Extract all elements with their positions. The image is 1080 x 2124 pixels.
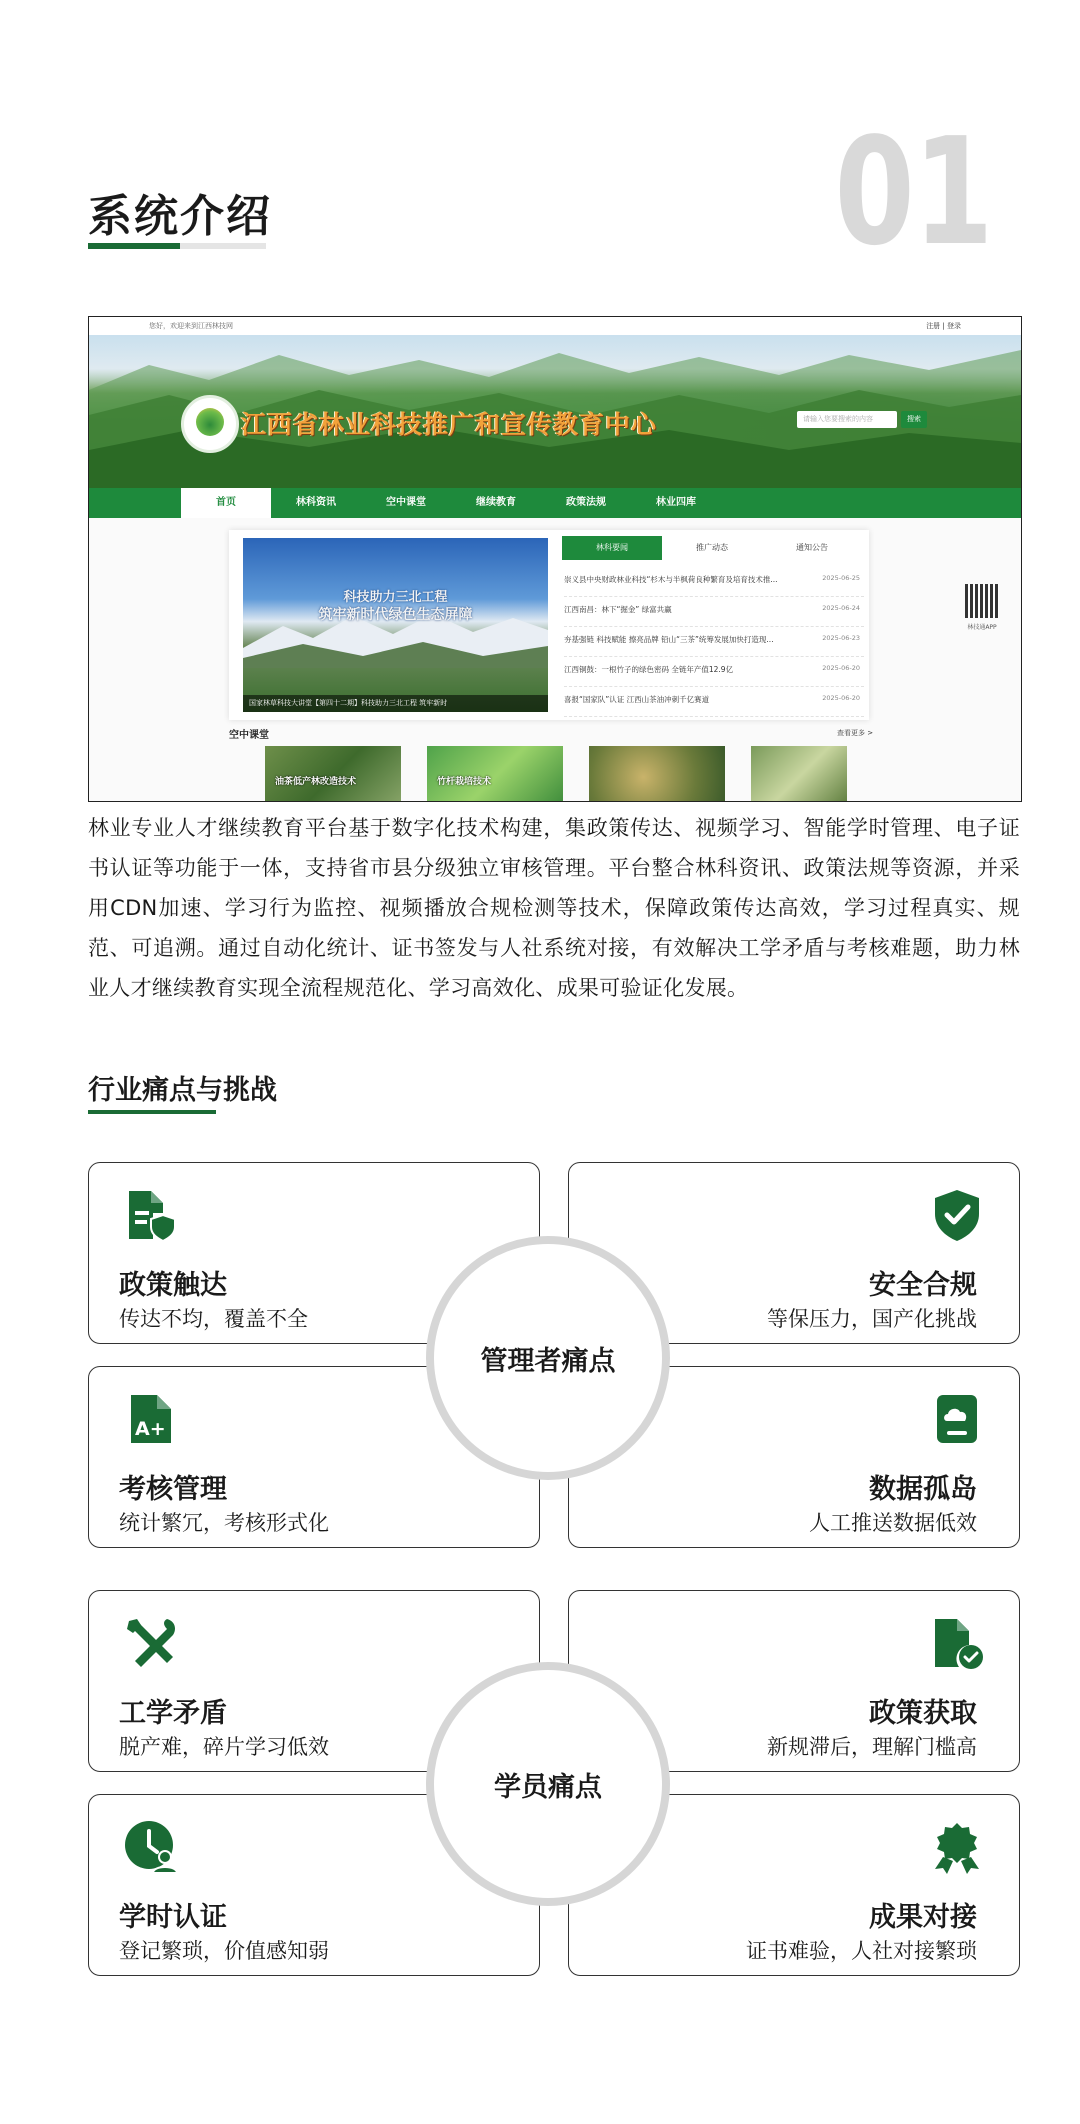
site-auth-links[interactable]: 注册 | 登录 (926, 322, 961, 330)
site-nav (89, 488, 1021, 518)
shield-check-icon (929, 1187, 985, 1243)
grade-document-icon (123, 1391, 179, 1447)
card-title: 成果对接 (869, 1902, 977, 1933)
tools-icon (123, 1615, 179, 1671)
card-subtitle: 人工推送数据低效 (809, 1511, 977, 1535)
section-title: 行业痛点与挑战 (88, 1075, 277, 1106)
news-row[interactable]: 崇义县中央财政林业科技“杉木与半枫荷良种繁育及培育技术推... 2025-06-25 (564, 566, 864, 597)
nav-item-policy[interactable]: 政策法规 (566, 497, 606, 508)
qr-label: 林技通APP (967, 624, 997, 631)
hero-title-2: 筑牢新时代绿色生态屏障 (318, 607, 473, 623)
tab-promotion[interactable]: 推广动态 (696, 543, 728, 552)
news-row[interactable]: 江西南昌：林下“掘金” 绿富共赢 2025-06-24 (564, 596, 864, 627)
hero-card (229, 530, 869, 720)
site-org-name: 江西省林业科技推广和宣传教育中心 (241, 410, 658, 439)
award-badge-icon (929, 1819, 985, 1875)
card-title: 学时认证 (119, 1902, 227, 1933)
site-search-button[interactable]: 搜索 (901, 411, 927, 428)
section-underline (88, 1110, 216, 1114)
card-title: 工学矛盾 (119, 1698, 227, 1729)
nav-item-air-class[interactable]: 空中课堂 (386, 497, 426, 508)
card-title: 政策获取 (869, 1698, 977, 1729)
card-subtitle: 脱产难，碎片学习低效 (119, 1735, 329, 1759)
site-welcome-text: 您好，欢迎来到江西林技网 (149, 322, 233, 330)
card-title: 政策触达 (119, 1270, 227, 1301)
news-row[interactable]: 喜报“国家队”认证 江西山茶油冲刺千亿赛道 2025-06-20 (564, 686, 864, 717)
card-subtitle: 统计繁冗，考核形式化 (119, 1511, 329, 1535)
card-title: 考核管理 (119, 1474, 227, 1505)
course-thumbnail[interactable] (751, 746, 847, 802)
card-title: 数据孤岛 (869, 1474, 977, 1505)
intro-description: 林业专业人才继续教育平台基于数字化技术构建，集政策传达、视频学习、智能学时管理、电子证书认证等功能于一体，支持省市县分级独立审核管理。平台整合林科资讯、政策法规等资源，并采用CDN加速、学习行为监控、视频播放合规检测等技术，保障政策传达高效，学习过程真实、规范、可追溯。通过自动化统计、证书签发与人社系统对接，有效解决工学矛盾与考核难题，助力林业人才继续教育实现全流程规范化、学习高效化、成果可验证化发展。 (88, 816, 1020, 1000)
tab-notices[interactable]: 通知公告 (796, 543, 828, 552)
site-banner (89, 335, 1021, 488)
qr-code-icon[interactable] (965, 584, 999, 618)
nav-item-education[interactable]: 继续教育 (476, 497, 516, 508)
hero-caption: 国家林草科技大讲堂【第四十二期】科技助力三北工程 筑牢新时 (243, 695, 548, 712)
hero-title-1: 科技助力三北工程 (343, 590, 448, 605)
tab-forestry-news[interactable]: 林科要闻 (562, 536, 662, 560)
news-row[interactable]: 江西铜鼓：一根竹子的绿色密码 全链年产值12.9亿 2025-06-20 (564, 656, 864, 687)
card-subtitle: 新规滞后，理解门槛高 (767, 1735, 977, 1759)
clock-user-icon (123, 1819, 179, 1875)
site-topbar (89, 317, 1021, 335)
nav-item-news[interactable]: 林科资讯 (296, 497, 336, 508)
hero-banner-image[interactable] (243, 538, 548, 712)
card-subtitle: 传达不均，覆盖不全 (119, 1307, 308, 1331)
nav-item-home[interactable]: 首页 (181, 488, 271, 518)
course-thumbnail[interactable] (589, 746, 725, 802)
svg-text:A+: A+ (135, 1418, 166, 1440)
card-subtitle: 证书难验，人社对接繁琐 (746, 1939, 977, 1963)
site-search-input[interactable]: 请输入您要搜索的内容 (797, 411, 897, 428)
news-row[interactable]: 夯基强链 科技赋能 擦亮品牌 铅山“三茶”统筹发展加快打造现... 2025-06-23 (564, 626, 864, 657)
site-content (89, 518, 1021, 801)
title-underline (88, 243, 266, 249)
cloud-device-icon (929, 1391, 985, 1447)
course-thumbnail[interactable]: 竹杆栽培技术 (427, 746, 563, 802)
air-class-heading: 空中课堂 (229, 730, 269, 741)
website-screenshot (88, 316, 1022, 802)
course-thumbnail[interactable]: 油茶低产林改造技术 (265, 746, 401, 802)
card-title: 安全合规 (869, 1270, 977, 1301)
site-logo[interactable] (181, 395, 239, 453)
nav-item-library[interactable]: 林业四库 (656, 497, 696, 508)
more-link[interactable]: 查看更多 > (837, 729, 874, 737)
manager-hub-circle: 管理者痛点 (426, 1236, 670, 1480)
document-shield-icon (123, 1187, 179, 1243)
document-check-icon (929, 1615, 985, 1671)
news-tabs (562, 536, 862, 560)
card-subtitle: 登记繁琐，价值感知弱 (119, 1939, 329, 1963)
page-title: 系统介绍 (88, 191, 272, 242)
card-subtitle: 等保压力，国产化挑战 (767, 1307, 977, 1331)
section-number: 01 (834, 106, 992, 278)
student-hub-circle: 学员痛点 (426, 1662, 670, 1906)
